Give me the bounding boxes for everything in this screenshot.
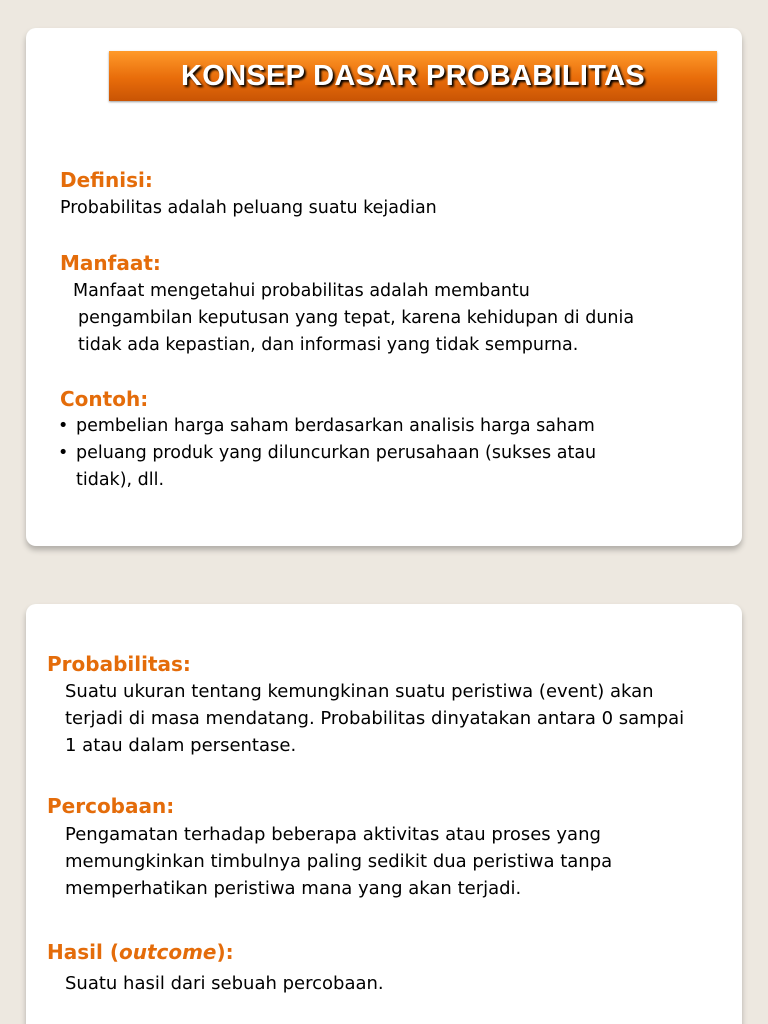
- contoh-heading: Contoh:: [60, 387, 149, 411]
- hasil-heading: [47, 940, 234, 964]
- list-item: [58, 413, 595, 440]
- manfaat-line: Manfaat mengetahui probabilitas adalah membantu: [73, 281, 530, 301]
- list-item-continuation: [76, 467, 164, 494]
- bullet-icon: •: [58, 416, 69, 436]
- percobaan-heading: Percobaan:: [47, 794, 175, 818]
- slide-1: [26, 28, 742, 546]
- hasil-heading-italic: outcome: [118, 940, 217, 964]
- list-item-text: pembelian harga saham berdasarkan analisis harga saham: [76, 416, 595, 436]
- slide-2: [26, 604, 742, 1024]
- probabilitas-text: [65, 678, 684, 759]
- percobaan-line: Pengamatan terhadap beberapa aktivitas atau proses yang: [65, 824, 601, 845]
- hasil-heading-prefix: Hasil (: [47, 940, 119, 964]
- slide-title: KONSEP DASAR PROBABILITAS: [180, 60, 646, 92]
- manfaat-text-cont: [78, 305, 634, 359]
- manfaat-line: pengambilan keputusan yang tepat, karena kehidupan di dunia: [78, 308, 635, 328]
- list-item: [58, 440, 596, 467]
- definisi-text: Probabilitas adalah peluang suatu kejadian: [60, 198, 437, 218]
- manfaat-text: [73, 278, 530, 305]
- hasil-heading-suffix: ):: [216, 940, 234, 964]
- manfaat-heading: Manfaat:: [60, 251, 161, 275]
- list-item-text: peluang produk yang diluncurkan perusahaan (sukses atau: [76, 443, 597, 463]
- percobaan-line: memungkinkan timbulnya paling sedikit dua peristiwa tanpa: [65, 851, 613, 872]
- probabilitas-line: 1 atau dalam persentase.: [65, 735, 297, 756]
- probabilitas-line: Suatu ukuran tentang kemungkinan suatu peristiwa (event) akan: [65, 681, 654, 702]
- percobaan-text: [65, 821, 612, 902]
- percobaan-line: memperhatikan peristiwa mana yang akan terjadi.: [65, 878, 522, 899]
- hasil-text: Suatu hasil dari sebuah percobaan.: [65, 973, 384, 994]
- list-item-text: tidak), dll.: [76, 470, 165, 490]
- title-banner: [109, 51, 717, 101]
- bullet-icon: •: [58, 443, 69, 463]
- probabilitas-line: terjadi di masa mendatang. Probabilitas dinyatakan antara 0 sampai: [65, 708, 685, 729]
- definisi-heading: Definisi:: [60, 168, 153, 192]
- manfaat-line: tidak ada kepastian, dan informasi yang tidak sempurna.: [78, 335, 579, 355]
- probabilitas-heading: Probabilitas:: [47, 652, 191, 676]
